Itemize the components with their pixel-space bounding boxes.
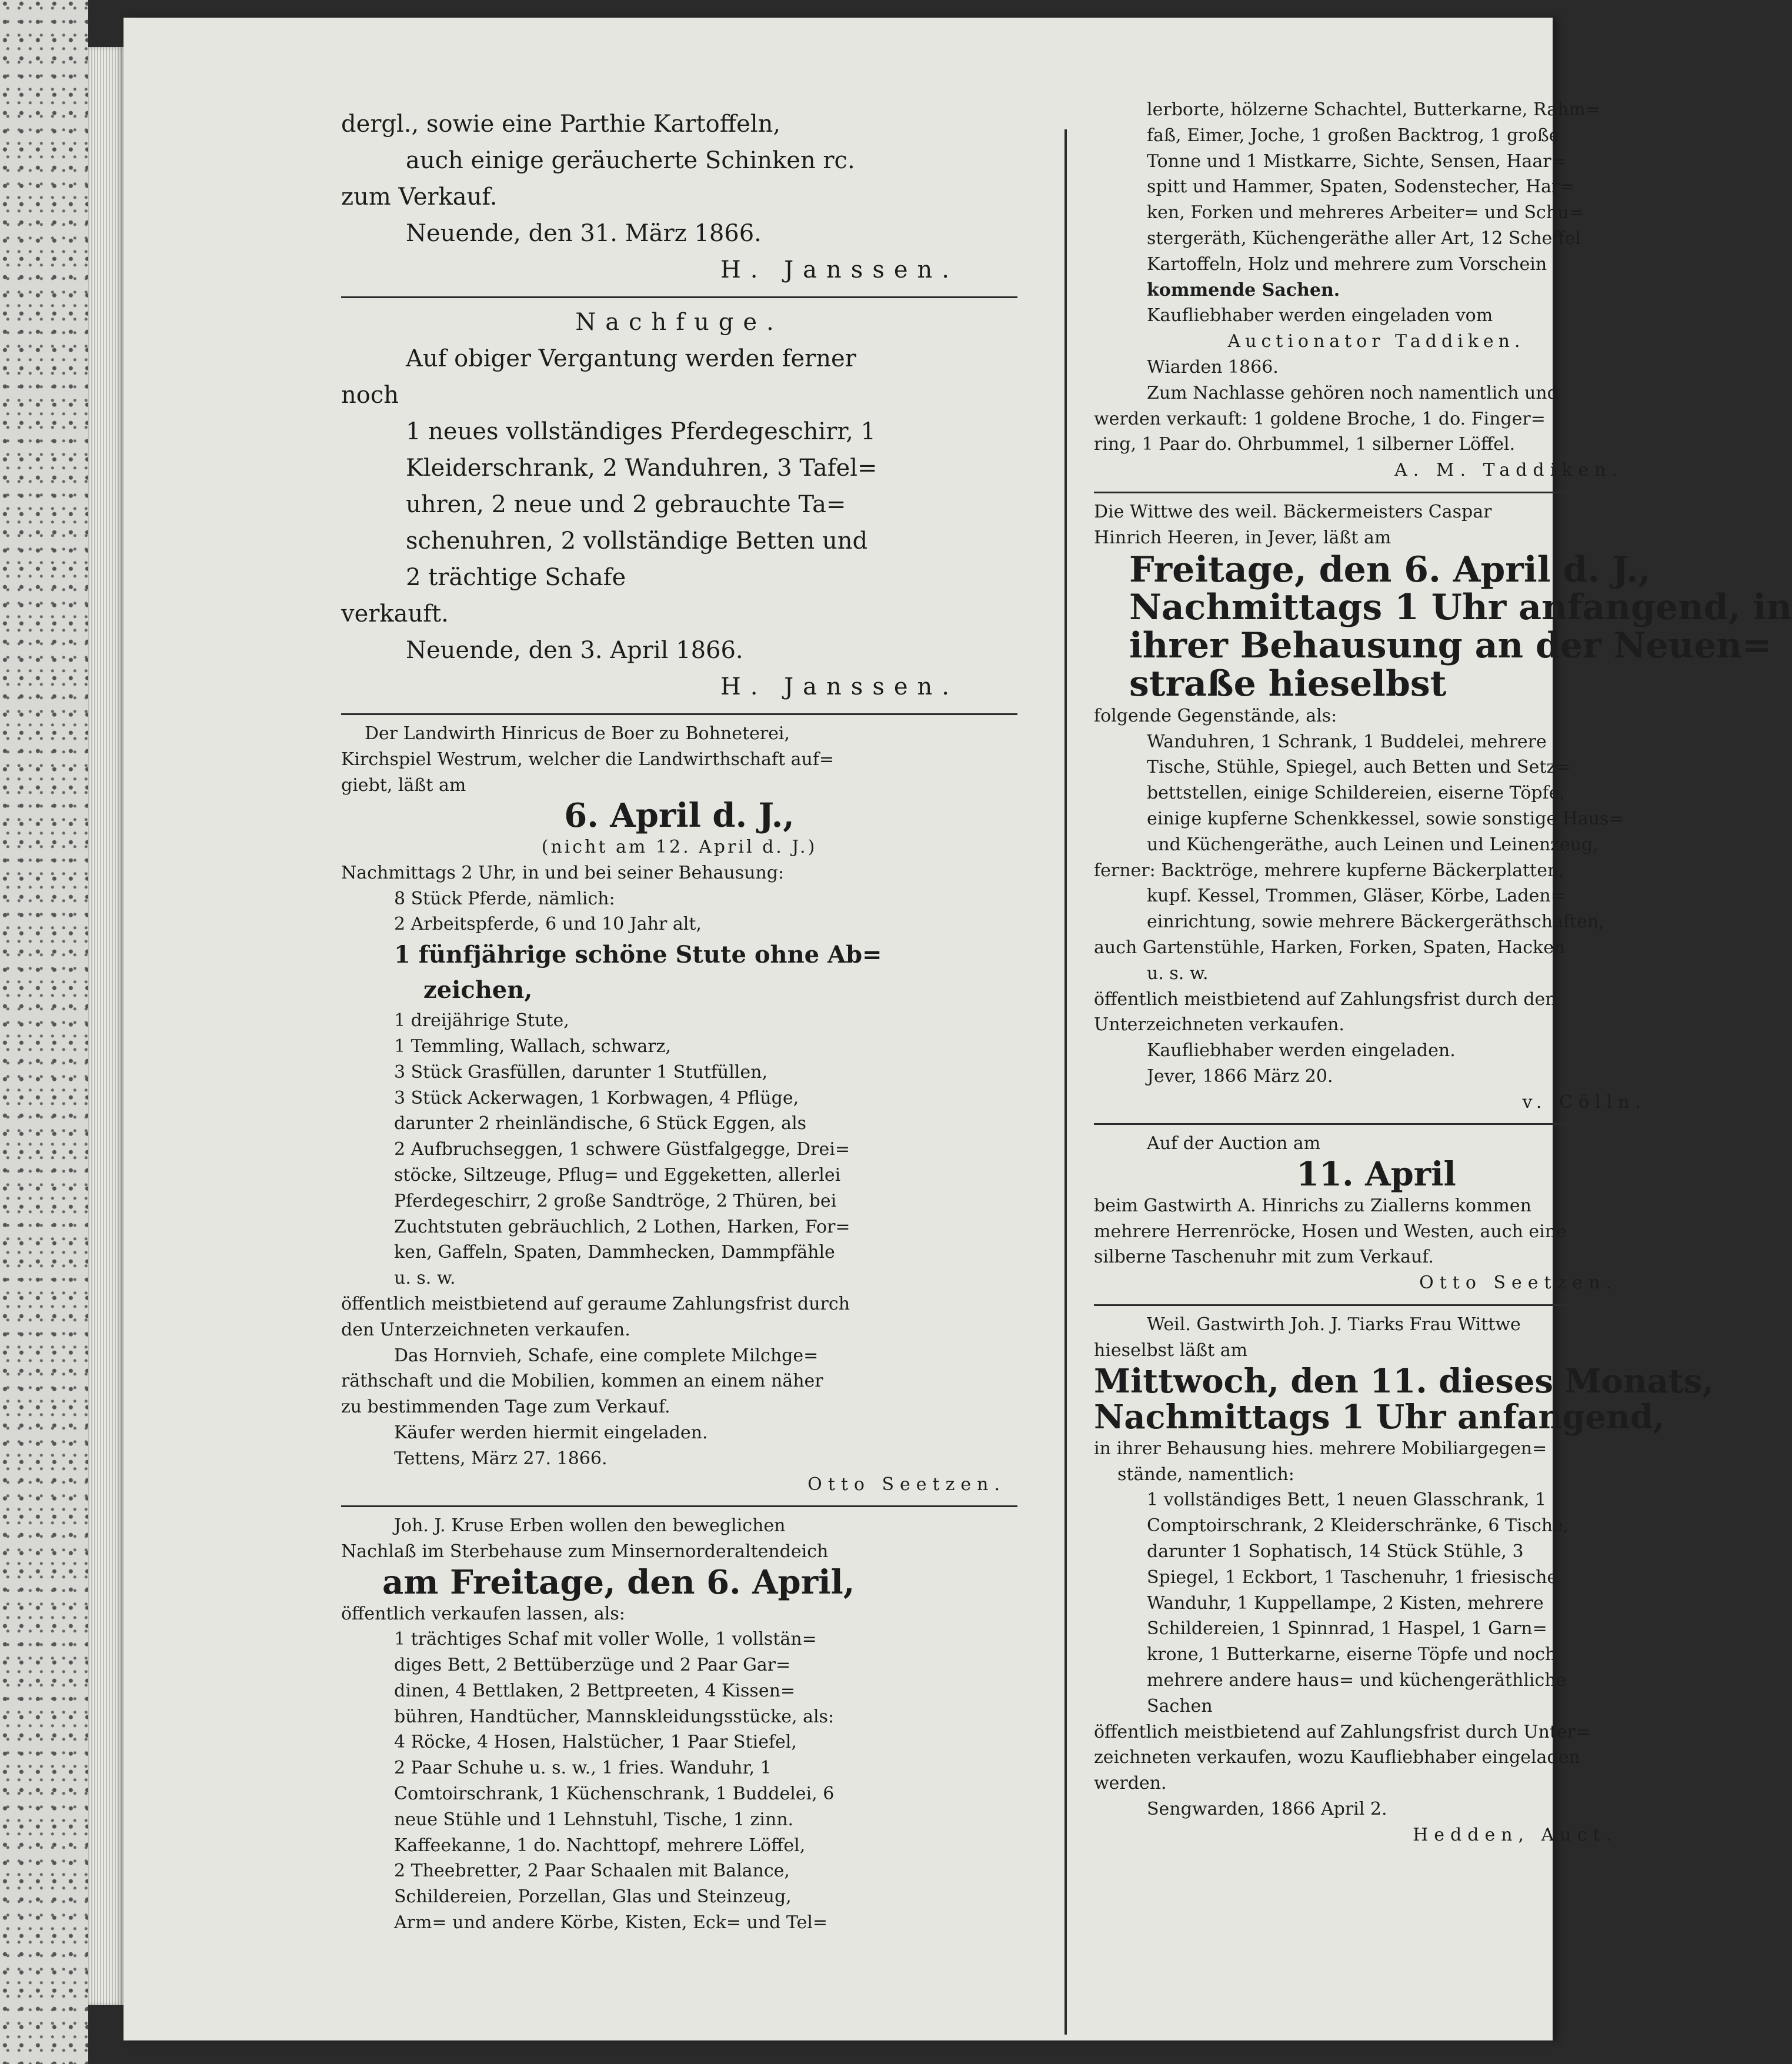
text-line: Die Wittwe des weil. Bäckermeisters Caspar	[1094, 501, 1492, 522]
notice-heading: 6. April d. J.,	[564, 796, 795, 836]
text-line: Unterzeichneten verkaufen.	[1094, 1014, 1344, 1036]
notice-signature: Hedden, Auct.	[1413, 1824, 1617, 1845]
item-line: einrichtung, sowie mehrere Bäckergeräthschaften,	[1147, 911, 1604, 933]
text-line: Das Hornvieh, Schafe, eine complete Milchge=	[394, 1345, 819, 1366]
text-line: beim Gastwirth A. Hinrichs zu Ziallerns kommen	[1094, 1195, 1531, 1216]
text-line: werden verkauft: 1 goldene Broche, 1 do. Finger=	[1094, 408, 1546, 429]
item-line: 2 Theebretter, 2 Paar Schaalen mit Balance,	[394, 1861, 790, 1882]
item-line: Tische, Stühle, Spiegel, auch Betten und Setz=	[1147, 757, 1571, 778]
notice-janssen-sale	[341, 106, 1017, 288]
item-line: mehrere andere haus= und küchengeräthliche	[1147, 1670, 1567, 1691]
item-line: stergeräth, Küchengeräthe aller Art, 12 Scheffel	[1147, 228, 1581, 249]
item-line: 2 Aufbruchseggen, 1 schwere Güstfalgegge, Drei=	[394, 1139, 850, 1160]
item-line: und Küchengeräthe, auch Leinen und Leinenzeug,	[1147, 834, 1599, 855]
notice-signature: H. Janssen.	[720, 673, 959, 700]
item-line: schenuhren, 2 vollständige Betten und	[406, 527, 868, 555]
text-line: Kaufliebhaber werden eingeladen vom	[1147, 305, 1493, 326]
notice-note: (nicht am 12. April d. J.)	[541, 836, 817, 857]
item-line: dinen, 4 Bettlaken, 2 Bettpreeten, 4 Kissen=	[394, 1680, 796, 1701]
notice-heading: Mittwoch, den 11. dieses Monats,	[1094, 1361, 1714, 1401]
item-line-bold: zeichen,	[423, 976, 533, 1004]
text-line: hieselbst läßt am	[1094, 1340, 1248, 1361]
item-line: 1 Temmling, Wallach, schwarz,	[394, 1036, 671, 1057]
notice-heading: am Freitage, den 6. April,	[382, 1562, 855, 1602]
item-line: 1 dreijährige Stute,	[394, 1010, 569, 1031]
text-line: Hinrich Heeren, in Jever, läßt am	[1094, 527, 1391, 548]
divider-rule	[341, 713, 1017, 715]
auctioneer-name: Auctionator Taddiken.	[1227, 331, 1525, 352]
item-line: bettstellen, einige Schildereien, eiserne Töpfe,	[1147, 783, 1565, 804]
notice-heading: straße hieselbst	[1129, 663, 1447, 704]
item-line: auch Gartenstühle, Harken, Forken, Spaten, Hacken	[1094, 937, 1566, 958]
item-line: diges Bett, 2 Bettüberzüge und 2 Paar Gar=	[394, 1655, 791, 1676]
item-line: Kartoffeln, Holz und mehrere zum Vorschein	[1147, 253, 1547, 275]
item-line: neue Stühle und 1 Lehnstuhl, Tische, 1 zinn.	[394, 1809, 794, 1830]
item-line: Comtoirschrank, 1 Küchenschrank, 1 Buddelei, 6	[394, 1784, 835, 1805]
item-line: Kleiderschrank, 2 Wanduhren, 3 Tafel=	[406, 455, 877, 482]
divider-rule	[1094, 1304, 1658, 1306]
item-line: 2 Arbeitspferde, 6 und 10 Jahr alt,	[394, 914, 702, 935]
notice-heading: Nachmittags 1 Uhr anfangend,	[1094, 1398, 1665, 1437]
item-line: 1 vollständiges Bett, 1 neuen Glasschrank, 1	[1147, 1489, 1547, 1511]
notice-heading: Freitage, den 6. April d. J.,	[1129, 549, 1651, 590]
text-line: ring, 1 Paar do. Ohrbummel, 1 silberner Löffel.	[1094, 434, 1516, 455]
item-line: ferner: Backtröge, mehrere kupferne Bäckerplatten,	[1094, 860, 1564, 881]
item-line: 2 trächtige Schafe	[406, 564, 626, 591]
notice-hinrichs-auction	[1094, 1131, 1658, 1296]
text-line: mehrere Herrenröcke, Hosen und Westen, auch eine	[1094, 1221, 1567, 1242]
notice-signature: H. Janssen.	[720, 256, 959, 283]
notice-de-boer-auction	[341, 721, 1017, 1497]
notice-signature: Otto Seetzen.	[1419, 1273, 1617, 1294]
item-line: einige kupferne Schenkkessel, sowie sonstige Haus=	[1147, 808, 1624, 829]
text-line: öffentlich meistbietend auf Zahlungsfrist durch den	[1094, 988, 1557, 1010]
item-line: spitt und Hammer, Spaten, Sodenstecher, Har=	[1147, 176, 1575, 198]
right-column	[1094, 97, 1792, 1848]
item-line: Schildereien, Porzellan, Glas und Steinzeug,	[394, 1886, 792, 1908]
text-line: räthschaft und die Mobilien, kommen an einem näher	[341, 1371, 823, 1392]
text-line: Joh. J. Kruse Erben wollen den beweglichen	[394, 1515, 786, 1537]
item-line: darunter 2 rheinländische, 6 Stück Eggen, als	[394, 1113, 807, 1134]
item-line: Zuchtstuten gebräuchlich, 2 Lothen, Harken, For=	[394, 1216, 850, 1237]
text-line: verkauft.	[341, 600, 449, 627]
left-column	[341, 106, 1017, 1936]
text-line: werden.	[1094, 1773, 1167, 1794]
text-line: zeichneten verkaufen, wozu Kaufliebhaber eingeladen	[1094, 1747, 1580, 1768]
text-line: in ihrer Behausung hies. mehrere Mobiliargegen=	[1094, 1438, 1547, 1459]
item-line: krone, 1 Butterkarne, eiserne Töpfe und noch	[1147, 1644, 1557, 1665]
text-line: Nachmittags 2 Uhr, in und bei seiner Behausung:	[341, 862, 785, 883]
notice-heading: Nachmittags 1 Uhr anfangend, in	[1129, 587, 1792, 629]
text-line: Nachlaß im Sterbehause zum Minsernorderaltendeich	[341, 1541, 829, 1562]
notice-date: Tettens, März 27. 1866.	[394, 1448, 608, 1469]
item-line: 3 Stück Grasfüllen, darunter 1 Stutfüllen,	[394, 1061, 768, 1083]
text-line: Der Landwirth Hinricus de Boer zu Bohneterei,	[365, 723, 790, 744]
notice-kruse-estate	[341, 1513, 1017, 1936]
item-line: faß, Eimer, Joche, 1 großen Backtrog, 1 große	[1147, 125, 1560, 146]
item-line: Schildereien, 1 Spinnrad, 1 Haspel, 1 Garn=	[1147, 1618, 1547, 1639]
newspaper-page	[124, 18, 1792, 2040]
text-line: stände, namentlich:	[1117, 1464, 1294, 1485]
text-line: folgende Gegenstände, als:	[1094, 705, 1337, 726]
item-line: Arm= und andere Körbe, Kisten, Eck= und Tel=	[394, 1912, 828, 1933]
item-line: 1 trächtiges Schaf mit voller Wolle, 1 vollstän=	[394, 1629, 817, 1650]
item-line: kommende Sachen.	[1147, 279, 1340, 300]
item-line: Spiegel, 1 Eckbort, 1 Taschenuhr, 1 friesische	[1147, 1567, 1558, 1588]
item-line: uhren, 2 neue und 2 gebrauchte Ta=	[406, 491, 846, 518]
text-line: Auf der Auction am	[1147, 1133, 1321, 1154]
divider-rule	[1094, 1123, 1658, 1125]
item-line: 3 Stück Ackerwagen, 1 Korbwagen, 4 Pflüge,	[394, 1087, 799, 1108]
book-spine	[0, 0, 88, 2064]
text-line: Auf obiger Vergantung werden ferner	[406, 345, 856, 372]
text-line: Weil. Gastwirth Joh. J. Tiarks Frau Wittwe	[1147, 1314, 1521, 1335]
notice-tiarks-auction	[1094, 1312, 1714, 1848]
text-line: dergl., sowie eine Parthie Kartoffeln,	[341, 111, 781, 138]
item-line: bühren, Handtücher, Mannskleidungsstücke, als:	[394, 1706, 835, 1727]
text-line: Kaufliebhaber werden eingeladen.	[1147, 1040, 1456, 1061]
notice-signature: Otto Seetzen.	[807, 1474, 1006, 1495]
text-line: silberne Taschenuhr mit zum Verkauf.	[1094, 1247, 1434, 1268]
text-line: giebt, läßt am	[341, 774, 466, 796]
item-line: 2 Paar Schuhe u. s. w., 1 fries. Wanduhr, 1	[394, 1758, 772, 1779]
column-divider	[1064, 129, 1067, 2035]
item-line: u. s. w.	[1147, 963, 1209, 984]
notice-date: Jever, 1866 März 20.	[1147, 1066, 1333, 1087]
notice-date: Neuende, den 3. April 1866.	[406, 637, 743, 664]
item-line: Sachen	[1147, 1695, 1213, 1716]
item-line: Kaffeekanne, 1 do. Nachttopf, mehrere Löffel,	[394, 1835, 806, 1856]
item-line: Comptoirschrank, 2 Kleiderschränke, 6 Tische,	[1147, 1515, 1569, 1537]
notice-signature: A. M. Taddiken.	[1394, 460, 1623, 481]
notice-date: Sengwarden, 1866 April 2.	[1147, 1799, 1387, 1819]
item-line: ken, Gaffeln, Spaten, Dammhecken, Dammpfähle	[394, 1242, 835, 1263]
item-line: lerborte, hölzerne Schachtel, Butterkarne, Rahm=	[1147, 99, 1601, 120]
notice-heading: 11. April	[1296, 1155, 1456, 1194]
text-line: zu bestimmenden Tage zum Verkauf.	[341, 1397, 670, 1418]
item-line: u. s. w.	[394, 1268, 456, 1289]
notice-taddiken-continued	[1094, 97, 1658, 483]
text-line: Zum Nachlasse gehören noch namentlich und	[1147, 382, 1559, 403]
item-line: darunter 1 Sophatisch, 14 Stück Stühle, 3	[1147, 1541, 1524, 1562]
divider-rule	[341, 296, 1017, 298]
item-line: Pferdegeschirr, 2 große Sandtröge, 2 Thüren, bei	[394, 1190, 837, 1211]
item-line: stöcke, Siltzeuge, Pflug= und Eggeketten, allerlei	[394, 1164, 841, 1185]
text-line: auch einige geräucherte Schinken rc.	[406, 147, 855, 174]
item-line-bold: 1 fünfjährige schöne Stute ohne Ab=	[394, 941, 882, 969]
item-line: 1 neues vollständiges Pferdegeschirr, 1	[406, 418, 876, 445]
notice-heeren-auction	[1094, 499, 1792, 1116]
item-line: 4 Röcke, 4 Hosen, Halstücher, 1 Paar Stiefel,	[394, 1732, 797, 1753]
item-line: Tonne und 1 Mistkarre, Sichte, Sensen, Haar=	[1147, 151, 1566, 172]
text-line: noch	[341, 382, 399, 409]
divider-rule	[1094, 492, 1658, 493]
notice-heading: Nachfuge.	[575, 309, 783, 336]
page-edges	[88, 47, 124, 2005]
text-line: zum Verkauf.	[341, 183, 498, 211]
notice-date: Wiarden 1866.	[1147, 356, 1279, 378]
notice-heading: ihrer Behausung an der Neuen=	[1129, 625, 1772, 667]
notice-nachfuge	[341, 304, 1017, 705]
item-line: Wanduhr, 1 Kuppellampe, 2 Kisten, mehrere	[1147, 1592, 1544, 1614]
text-line: Käufer werden hiermit eingeladen.	[394, 1422, 708, 1443]
notice-date: Neuende, den 31. März 1866.	[406, 220, 762, 247]
text-line: öffentlich meistbietend auf Zahlungsfrist durch Unter=	[1094, 1721, 1591, 1742]
text-line: Kirchspiel Westrum, welcher die Landwirthschaft auf=	[341, 749, 835, 770]
notice-signature: v. Cölln.	[1522, 1091, 1647, 1113]
item-line: ken, Forken und mehreres Arbeiter= und Schu=	[1147, 202, 1584, 223]
item-line: kupf. Kessel, Trommen, Gläser, Körbe, Laden=	[1147, 886, 1566, 907]
text-line: öffentlich meistbietend auf geraume Zahlungsfrist durch	[341, 1293, 850, 1314]
item-line: 8 Stück Pferde, nämlich:	[394, 888, 615, 909]
item-line: Wanduhren, 1 Schrank, 1 Buddelei, mehrere	[1147, 731, 1547, 752]
text-line: den Unterzeichneten verkaufen.	[341, 1319, 630, 1340]
divider-rule	[341, 1505, 1017, 1507]
text-line: öffentlich verkaufen lassen, als:	[341, 1603, 625, 1624]
